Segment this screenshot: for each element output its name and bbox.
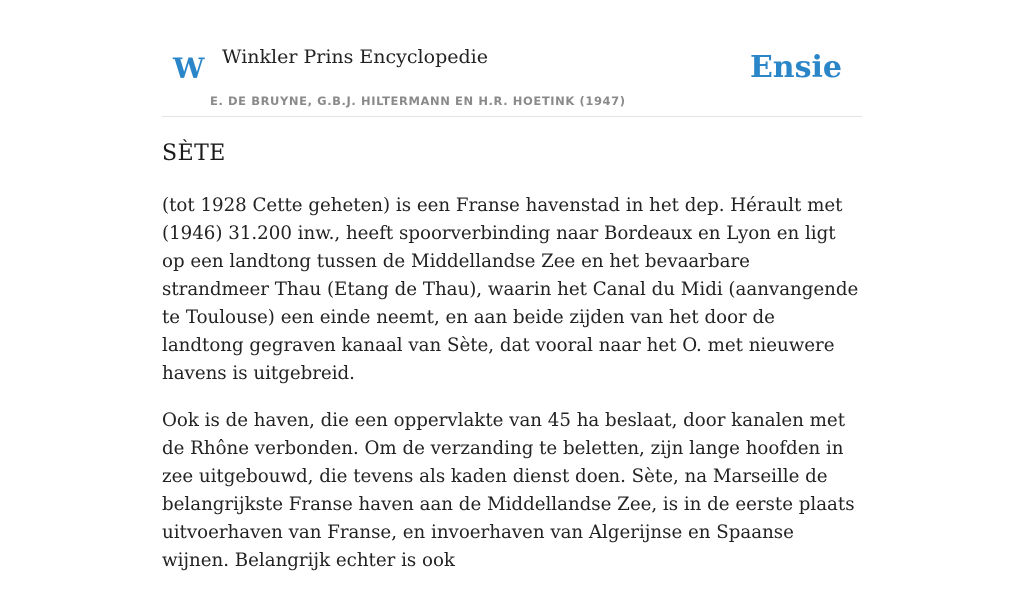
entry-paragraph: Ook is de haven, die een oppervlakte van 45 ha beslaat, door kanalen met de Rhône verbonden. Om de verzanding te beletten, zijn lange hoofden in zee uitgebouwd, die tevens als kaden dienst doen. Sète, na Marseille de belangrijkste Franse haven aan de Middellandse Zee, is in de eerste plaats uitvoerhaven van Franse, en invoerhaven van Algerijnse en Spaanse wijnen. Belangrijk echter is ook: [162, 410, 855, 571]
page-header: [162, 0, 862, 117]
brand-logo[interactable]: Ensie: [749, 50, 842, 85]
entry-title: SÈTE: [162, 141, 226, 166]
publication-logo[interactable]: W: [173, 52, 205, 85]
publication-authors: E. DE BRUYNE, G.B.J. HILTERMANN EN H.R. HOETINK (1947): [210, 94, 626, 108]
entry-body: [162, 192, 862, 594]
publication-title[interactable]: Winkler Prins Encyclopedie: [222, 46, 488, 68]
entry-paragraph: (tot 1928 Cette geheten) is een Franse havenstad in het dep. Hérault met (1946) 31.200 inw., heeft spoorverbinding naar Bordeaux en Lyon en ligt op een landtong tussen de Middellandse Zee en het bevaarbare strandmeer Thau (Etang de Thau), waarin het Canal du Midi (aanvangende te Toulouse) een einde neemt, en aan beide zijden van het door de landtong gegraven kanaal van Sète, dat vooral naar het O. met nieuwere havens is uitgebreid.: [162, 195, 859, 384]
